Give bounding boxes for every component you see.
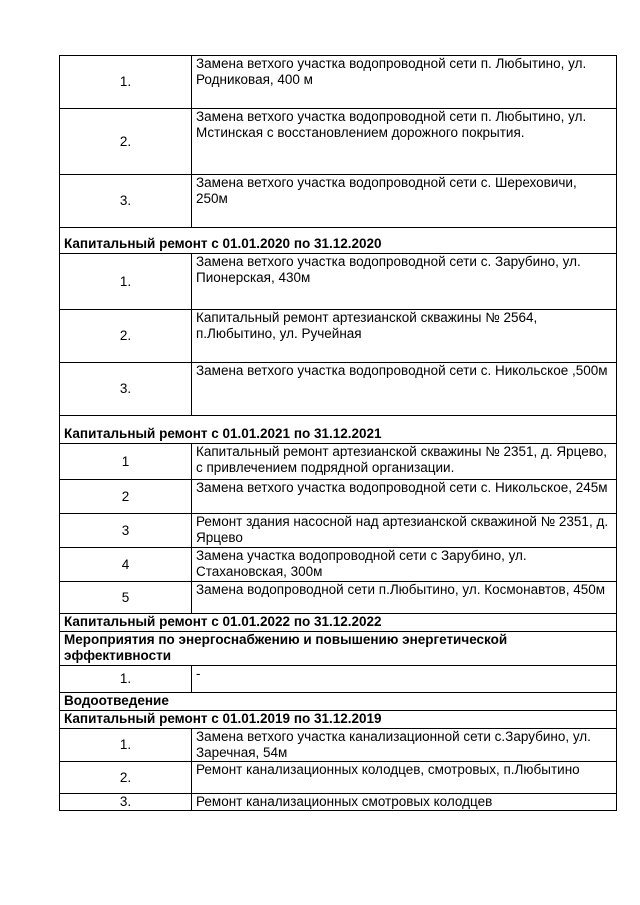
row-description: Замена участка водопроводной сети с Зарубино, ул. Стахановская, 300м bbox=[192, 548, 617, 582]
section-header-row bbox=[60, 614, 617, 632]
row-number: 1. bbox=[60, 254, 192, 310]
section-header-row bbox=[60, 711, 617, 729]
row-number: 2. bbox=[60, 310, 192, 363]
row-number: 3 bbox=[60, 514, 192, 548]
table-row bbox=[60, 582, 617, 614]
table-row bbox=[60, 56, 617, 109]
table-row bbox=[60, 175, 617, 228]
table-row bbox=[60, 363, 617, 416]
table-row bbox=[60, 480, 617, 514]
row-description: Ремонт канализационных смотровых колодцев bbox=[192, 794, 617, 811]
row-description: Замена ветхого участка канализационной сети с.Зарубино, ул. Заречная, 54м bbox=[192, 729, 617, 762]
table-row bbox=[60, 514, 617, 548]
table-row bbox=[60, 109, 617, 175]
row-description: Капитальный ремонт артезианской скважины № 2564, п.Любытино, ул. Ручейная bbox=[192, 310, 617, 363]
row-description: Ремонт здания насосной над артезианской скважиной № 2351, д. Ярцево bbox=[192, 514, 617, 548]
table-row bbox=[60, 444, 617, 480]
section-header: Капитальный ремонт с 01.01.2021 по 31.12.2021 bbox=[60, 416, 617, 444]
row-number: 2 bbox=[60, 480, 192, 514]
row-number: 1 bbox=[60, 444, 192, 480]
section-header: Капитальный ремонт с 01.01.2022 по 31.12.2022 bbox=[60, 614, 617, 632]
section-header: Водоотведение bbox=[60, 693, 617, 711]
row-description: Замена водопроводной сети п.Любытино, ул. Космонавтов, 450м bbox=[192, 582, 617, 614]
row-number: 2. bbox=[60, 762, 192, 794]
row-number: 2. bbox=[60, 109, 192, 175]
section-header: Капитальный ремонт с 01.01.2020 по 31.12.2020 bbox=[60, 228, 617, 254]
table-row bbox=[60, 762, 617, 794]
table-row bbox=[60, 794, 617, 811]
row-description: Ремонт канализационных колодцев, смотровых, п.Любытино bbox=[192, 762, 617, 794]
row-number: 5 bbox=[60, 582, 192, 614]
table-row bbox=[60, 548, 617, 582]
section-header-row bbox=[60, 632, 617, 666]
row-number: 3. bbox=[60, 794, 192, 811]
measures-table bbox=[59, 55, 617, 811]
row-number: 3. bbox=[60, 363, 192, 416]
section-header-row bbox=[60, 416, 617, 444]
section-header: Капитальный ремонт с 01.01.2019 по 31.12.2019 bbox=[60, 711, 617, 729]
row-number: 3. bbox=[60, 175, 192, 228]
section-header-row bbox=[60, 693, 617, 711]
row-description: - bbox=[192, 666, 617, 693]
row-description: Капитальный ремонт артезианской скважины № 2351, д. Ярцево, с привлечением подрядной организации. bbox=[192, 444, 617, 480]
table-row bbox=[60, 254, 617, 310]
section-header: Мероприятия по энергоснабжению и повышению энергетической эффективности bbox=[60, 632, 617, 666]
section-header-row bbox=[60, 228, 617, 254]
row-description: Замена ветхого участка водопроводной сети с. Шереховичи, 250м bbox=[192, 175, 617, 228]
row-number: 4 bbox=[60, 548, 192, 582]
row-description: Замена ветхого участка водопроводной сети с. Никольское, 245м bbox=[192, 480, 617, 514]
row-description: Замена ветхого участка водопроводной сети п. Любытино, ул. Родниковая, 400 м bbox=[192, 56, 617, 109]
row-number: 1. bbox=[60, 56, 192, 109]
row-description: Замена ветхого участка водопроводной сети с. Никольское ,500м bbox=[192, 363, 617, 416]
row-number: 1. bbox=[60, 666, 192, 693]
row-number: 1. bbox=[60, 729, 192, 762]
row-description: Замена ветхого участка водопроводной сети с. Зарубино, ул. Пионерская, 430м bbox=[192, 254, 617, 310]
table-row bbox=[60, 666, 617, 693]
table-row bbox=[60, 729, 617, 762]
table-row bbox=[60, 310, 617, 363]
row-description: Замена ветхого участка водопроводной сети п. Любытино, ул. Мстинская с восстановлением дорожного покрытия. bbox=[192, 109, 617, 175]
